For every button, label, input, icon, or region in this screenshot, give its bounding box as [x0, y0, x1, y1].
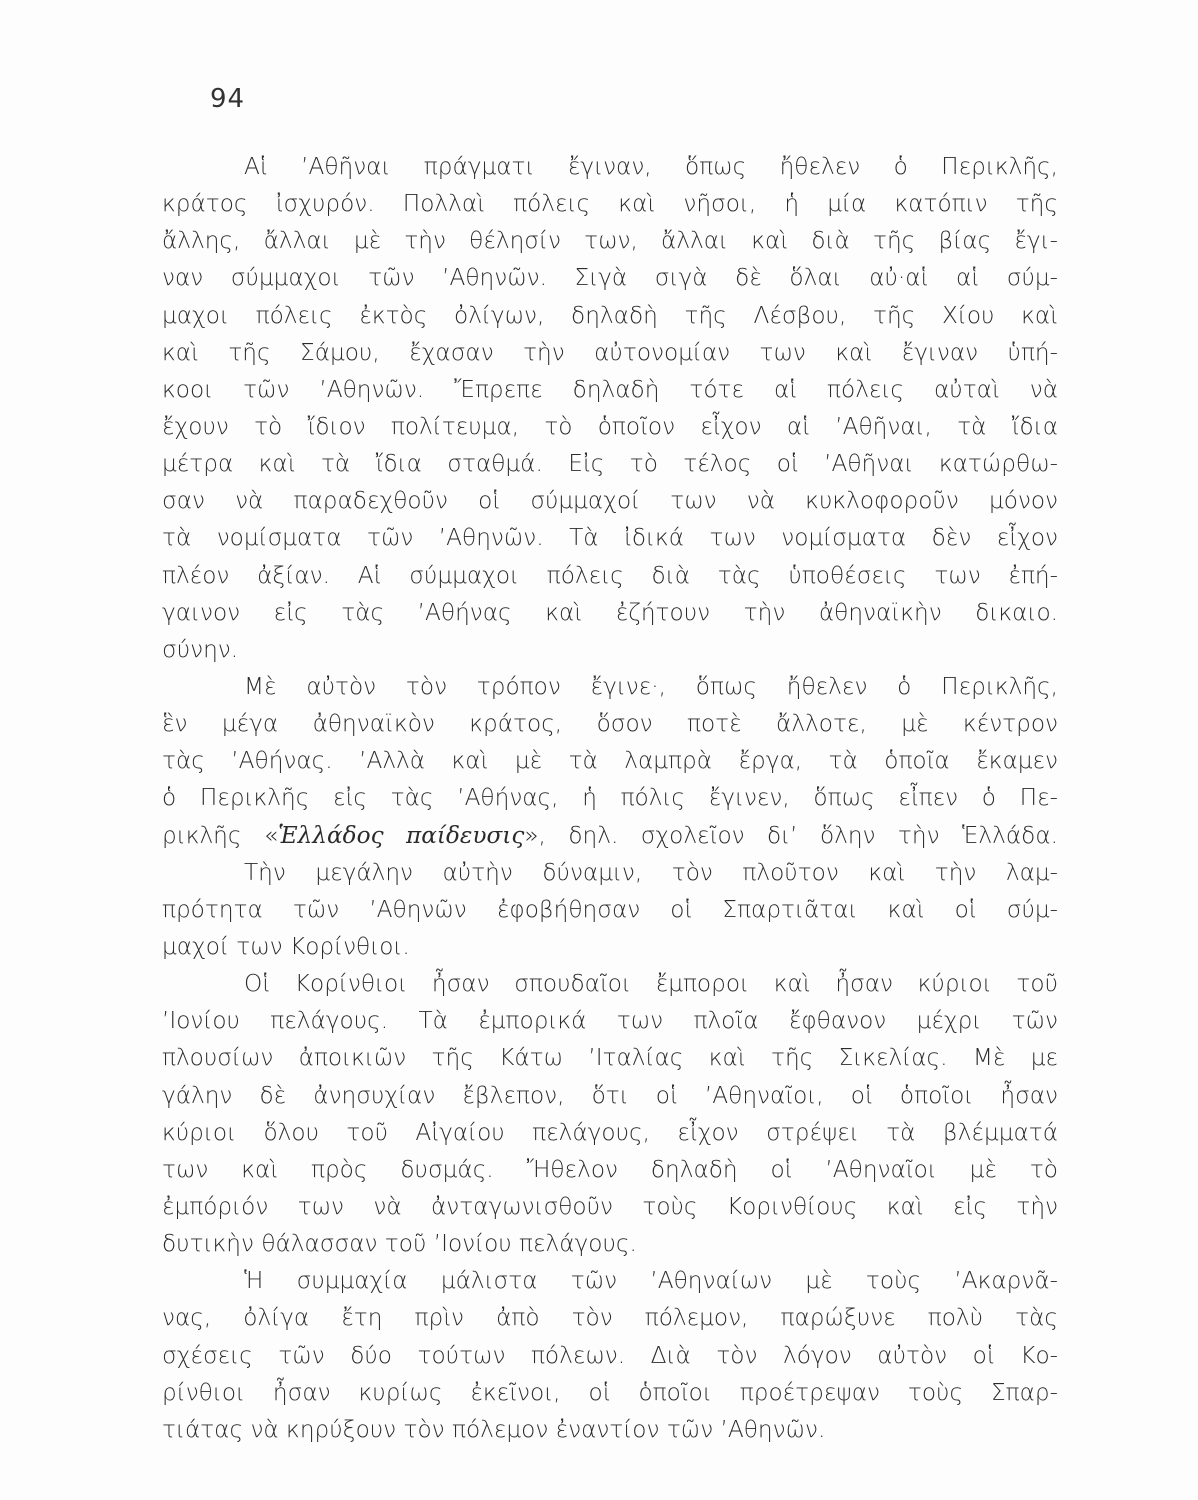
text-line: μέτρα καὶ τὰ ἴδια σταθμά. Εἰς τὸ τέλος οἱ ’Αθῆναι κατώρθω-	[162, 450, 1058, 478]
text-line: τὰ νομίσματα τῶν ’Αθηνῶν. Τὰ ἰδικά των νομίσματα δὲν εἶχον	[162, 524, 1058, 552]
text-line: ’Ιονίου πελάγους. Τὰ ἐμπορικά των πλοῖα ἔφθανον μέχρι τῶν	[162, 1007, 1058, 1035]
text-line: ἐμπόριόν των νὰ ἀνταγωνισθοῦν τοὺς Κορινθίους καὶ εἰς τὴν	[162, 1192, 1058, 1220]
page-number: 94	[210, 84, 246, 114]
text-line: μαχοί των Κορίνθιοι.	[162, 932, 410, 960]
text-line: ναν σύμμαχοι τῶν ’Αθηνῶν. Σιγὰ σιγὰ δὲ ὅλαι αὐ·αἱ αἱ σύμ-	[162, 264, 1058, 292]
text-line: ἄλλης, ἄλλαι μὲ τὴν θέλησίν των, ἄλλαι καὶ διὰ τῆς βίας ἔγι-	[162, 227, 1058, 255]
text-line: ἔχουν τὸ ἴδιον πολίτευμα, τὸ ὁποῖον εἶχον αἱ ’Αθῆναι, τὰ ἴδια	[162, 412, 1058, 440]
text-line: τιάτας νὰ κηρύξουν τὸν πόλεμον ἐναντίον τῶν ’Αθηνῶν.	[162, 1415, 826, 1443]
text-line-with-quote	[162, 817, 1058, 854]
text-line: νας, ὀλίγα ἔτη πρὶν ἀπὸ τὸν πόλεμον, παρώξυνε πολὺ τὰς	[162, 1304, 1058, 1332]
text-line: σχέσεις τῶν δύο τούτων πόλεων. Διὰ τὸν λόγον αὐτὸν οἱ Κο-	[162, 1341, 1058, 1369]
text-line: ρίνθιοι ἦσαν κυρίως ἐκεῖνοι, οἱ ὁποῖοι προέτρεψαν τοὺς Σπαρ-	[162, 1378, 1058, 1406]
body-text	[162, 148, 1058, 1448]
quoted-phrase: Ἑλλάδος παίδευσις	[278, 821, 525, 849]
text-segment: », δηλ. σχολεῖον δι’ ὅλην τὴν Ἑλλάδα.	[524, 821, 1058, 849]
text-line: ὁ Περικλῆς εἰς τὰς ’Αθήνας, ἡ πόλις ἔγινεν, ὅπως εἶπεν ὁ Πε-	[162, 784, 1058, 812]
text-line: ἓν μέγα ἀθηναϊκὸν κράτος, ὅσον ποτὲ ἄλλοτε, μὲ κέντρον	[162, 710, 1058, 738]
text-line: γαινον εἰς τὰς ’Αθήνας καὶ ἐζήτουν τὴν ἀθηναϊκὴν δικαιο.	[162, 598, 1058, 626]
text-line: τὰς ’Αθήνας. ’Αλλὰ καὶ μὲ τὰ λαμπρὰ ἔργα, τὰ ὁποῖα ἔκαμεν	[162, 747, 1058, 775]
text-line: κύριοι ὅλου τοῦ Αἰγαίου πελάγους, εἶχον στρέψει τὰ βλέμματά	[162, 1118, 1058, 1146]
text-line: κοοι τῶν ’Αθηνῶν. Ἔπρεπε δηλαδὴ τότε αἱ πόλεις αὐταὶ νὰ	[162, 375, 1058, 403]
text-line: Οἱ Κορίνθιοι ἦσαν σπουδαῖοι ἔμποροι καὶ ἦσαν κύριοι τοῦ	[244, 970, 1058, 998]
text-line: κράτος ἰσχυρόν. Πολλαὶ πόλεις καὶ νῆσοι, ἡ μία κατόπιν τῆς	[162, 190, 1058, 218]
text-line: πλέον ἀξίαν. Αἱ σύμμαχοι πόλεις διὰ τὰς ὑποθέσεις των ἐπή-	[162, 561, 1058, 589]
text-line: σαν νὰ παραδεχθοῦν οἱ σύμμαχοί των νὰ κυκλοφοροῦν μόνον	[162, 487, 1058, 515]
text-line: δυτικὴν θάλασσαν τοῦ ’Ιονίου πελάγους.	[162, 1230, 637, 1258]
text-line: Μὲ αὐτὸν τὸν τρόπον ἔγινε·, ὅπως ἤθελεν ὁ Περικλῆς,	[244, 672, 1058, 700]
text-line: σύνην.	[162, 635, 239, 663]
text-line: μαχοι πόλεις ἐκτὸς ὀλίγων, δηλαδὴ τῆς Λέσβου, τῆς Χίου καὶ	[162, 301, 1058, 329]
text-line: των καὶ πρὸς δυσμάς. Ἤθελον δηλαδὴ οἱ ’Αθηναῖοι μὲ τὸ	[162, 1155, 1058, 1183]
text-line: Ἡ συμμαχία μάλιστα τῶν ’Αθηναίων μὲ τοὺς ’Ακαρνᾶ-	[244, 1267, 1058, 1295]
text-line: καὶ τῆς Σάμου, ἔχασαν τὴν αὐτονομίαν των καὶ ἔγιναν ὑπή-	[162, 338, 1058, 366]
text-line: γάλην δὲ ἀνησυχίαν ἔβλεπον, ὅτι οἱ ’Αθηναῖοι, οἱ ὁποῖοι ἦσαν	[162, 1081, 1058, 1109]
text-segment: ρικλῆς «	[162, 821, 279, 849]
text-line: πρότητα τῶν ’Αθηνῶν ἐφοβήθησαν οἱ Σπαρτιᾶται καὶ οἱ σύμ-	[162, 895, 1058, 923]
text-line: Τὴν μεγάλην αὐτὴν δύναμιν, τὸν πλοῦτον καὶ τὴν λαμ-	[244, 858, 1058, 886]
text-line: πλουσίων ἀποικιῶν τῆς Κάτω ’Ιταλίας καὶ τῆς Σικελίας. Μὲ με	[162, 1044, 1058, 1072]
text-line: Αἱ ’Αθῆναι πράγματι ἔγιναν, ὅπως ἤθελεν ὁ Περικλῆς,	[244, 153, 1058, 180]
